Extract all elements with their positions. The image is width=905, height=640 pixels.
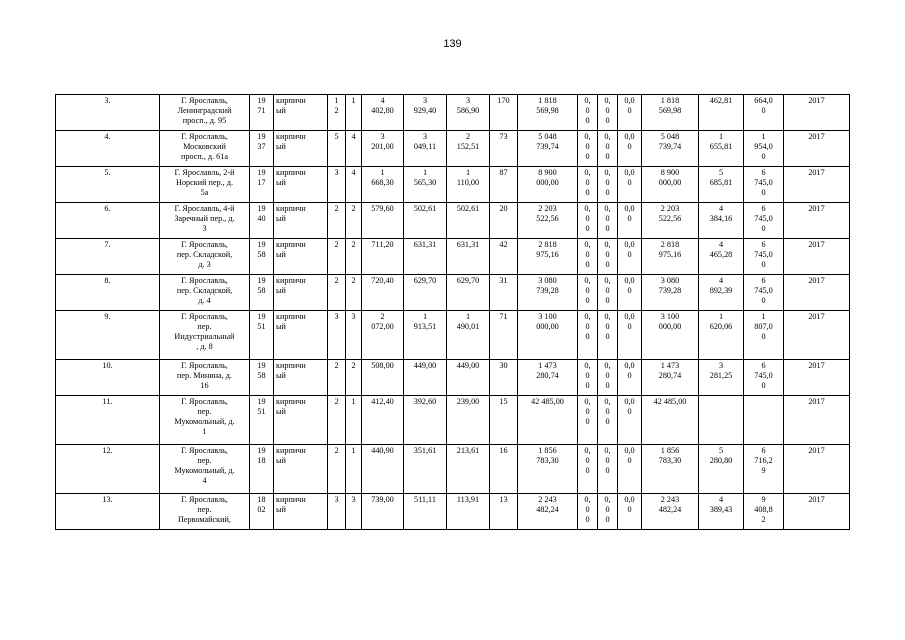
cost-per-m2-cell: 4 389,43 xyxy=(699,494,744,530)
wall-material-cell: кирпичн ый xyxy=(274,167,328,203)
total-area-cell: 579,60 xyxy=(362,203,404,239)
table-row xyxy=(56,494,850,530)
year-built-cell: 19 51 xyxy=(250,311,274,360)
planned-year-cell: 2017 xyxy=(784,95,850,131)
address-cell: Г. Ярославль, пер. Складской, д. 3 xyxy=(160,239,250,275)
table-row xyxy=(56,95,850,131)
total-cost-cell: 42 485,00 xyxy=(518,396,578,445)
address-cell: Г. Ярославль, пер. Индустриальный , д. 8 xyxy=(160,311,250,360)
fund-cell-3: 0,0 0 xyxy=(618,239,642,275)
entrances-cell: 2 xyxy=(346,275,362,311)
fund-cell-1: 0, 0 0 xyxy=(578,239,598,275)
cost-per-m2-cell: 5 280,80 xyxy=(699,445,744,494)
year-built-cell: 19 58 xyxy=(250,239,274,275)
planned-year-cell: 2017 xyxy=(784,203,850,239)
year-built-cell: 19 58 xyxy=(250,275,274,311)
wall-material-cell: кирпичн ый xyxy=(274,131,328,167)
wall-material-cell: кирпичн ый xyxy=(274,95,328,131)
row-number: 4. xyxy=(56,131,160,167)
year-built-cell: 19 71 xyxy=(250,95,274,131)
year-built-cell: 19 51 xyxy=(250,396,274,445)
living-area-cell: 511,11 xyxy=(404,494,447,530)
page-number: 139 xyxy=(443,38,462,50)
entrances-cell: 2 xyxy=(346,360,362,396)
floors-cell: 2 xyxy=(328,360,346,396)
fund-cell-1: 0, 0 0 xyxy=(578,203,598,239)
owners-cost-cell: 5 048 739,74 xyxy=(642,131,699,167)
private-area-cell: 449,00 xyxy=(447,360,490,396)
total-area-cell: 2 072,00 xyxy=(362,311,404,360)
max-cost-cell: 1 954,0 0 xyxy=(744,131,784,167)
total-cost-cell: 1 856 783,30 xyxy=(518,445,578,494)
year-built-cell: 18 02 xyxy=(250,494,274,530)
planned-year-cell: 2017 xyxy=(784,167,850,203)
fund-cell-2: 0, 0 0 xyxy=(598,203,618,239)
address-cell: Г. Ярославль, Ленинградский просп., д. 95 xyxy=(160,95,250,131)
total-cost-cell: 3 100 000,00 xyxy=(518,311,578,360)
wall-material-cell: кирпичн ый xyxy=(274,494,328,530)
fund-cell-3: 0,0 0 xyxy=(618,167,642,203)
address-cell: Г. Ярославль, 2-й Норский пер., д. 5а xyxy=(160,167,250,203)
planned-year-cell: 2017 xyxy=(784,494,850,530)
fund-cell-1: 0, 0 0 xyxy=(578,360,598,396)
living-area-cell: 1 565,30 xyxy=(404,167,447,203)
living-area-cell: 392,60 xyxy=(404,396,447,445)
fund-cell-3: 0,0 0 xyxy=(618,360,642,396)
floors-cell: 2 xyxy=(328,275,346,311)
owners-cost-cell: 1 473 280,74 xyxy=(642,360,699,396)
address-cell: Г. Ярославль, Московский просп., д. 61а xyxy=(160,131,250,167)
table-row xyxy=(56,396,850,445)
residents-cell: 170 xyxy=(490,95,518,131)
total-area-cell: 440,90 xyxy=(362,445,404,494)
owners-cost-cell: 3 100 000,00 xyxy=(642,311,699,360)
row-number: 5. xyxy=(56,167,160,203)
max-cost-cell: 1 807,0 0 xyxy=(744,311,784,360)
entrances-cell: 2 xyxy=(346,203,362,239)
total-area-cell: 1 668,30 xyxy=(362,167,404,203)
table-row xyxy=(56,311,850,360)
row-number: 8. xyxy=(56,275,160,311)
entrances-cell: 3 xyxy=(346,311,362,360)
fund-cell-3: 0,0 0 xyxy=(618,494,642,530)
row-number: 9. xyxy=(56,311,160,360)
max-cost-cell xyxy=(744,396,784,445)
fund-cell-2: 0, 0 0 xyxy=(598,275,618,311)
planned-year-cell: 2017 xyxy=(784,396,850,445)
year-built-cell: 19 17 xyxy=(250,167,274,203)
table-row xyxy=(56,445,850,494)
floors-cell: 5 xyxy=(328,131,346,167)
fund-cell-1: 0, 0 0 xyxy=(578,167,598,203)
fund-cell-3: 0,0 0 xyxy=(618,203,642,239)
fund-cell-2: 0, 0 0 xyxy=(598,239,618,275)
wall-material-cell: кирпичн ый xyxy=(274,360,328,396)
floors-cell: 1 2 xyxy=(328,95,346,131)
living-area-cell: 449,00 xyxy=(404,360,447,396)
address-cell: Г. Ярославль, пер. Мукомольный, д. 4 xyxy=(160,445,250,494)
row-number: 3. xyxy=(56,95,160,131)
total-cost-cell: 1 473 280,74 xyxy=(518,360,578,396)
table-body xyxy=(56,95,850,530)
residents-cell: 20 xyxy=(490,203,518,239)
fund-cell-1: 0, 0 0 xyxy=(578,445,598,494)
floors-cell: 3 xyxy=(328,167,346,203)
fund-cell-2: 0, 0 0 xyxy=(598,494,618,530)
table-row xyxy=(56,203,850,239)
fund-cell-3: 0,0 0 xyxy=(618,445,642,494)
max-cost-cell: 6 745,0 0 xyxy=(744,275,784,311)
address-cell: Г. Ярославль, пер. Мукомольный, д. 1 xyxy=(160,396,250,445)
private-area-cell: 629,70 xyxy=(447,275,490,311)
wall-material-cell: кирпичн ый xyxy=(274,311,328,360)
floors-cell: 2 xyxy=(328,203,346,239)
fund-cell-1: 0, 0 0 xyxy=(578,95,598,131)
entrances-cell: 4 xyxy=(346,131,362,167)
residents-cell: 15 xyxy=(490,396,518,445)
residents-cell: 71 xyxy=(490,311,518,360)
entrances-cell: 1 xyxy=(346,445,362,494)
address-cell: Г. Ярославль, 4-й Заречный пер., д. 3 xyxy=(160,203,250,239)
max-cost-cell: 6 745,0 0 xyxy=(744,239,784,275)
year-built-cell: 19 37 xyxy=(250,131,274,167)
floors-cell: 3 xyxy=(328,311,346,360)
max-cost-cell: 664,0 0 xyxy=(744,95,784,131)
planned-year-cell: 2017 xyxy=(784,311,850,360)
fund-cell-2: 0, 0 0 xyxy=(598,311,618,360)
owners-cost-cell: 1 856 783,30 xyxy=(642,445,699,494)
table-row xyxy=(56,131,850,167)
planned-year-cell: 2017 xyxy=(784,360,850,396)
fund-cell-1: 0, 0 0 xyxy=(578,131,598,167)
row-number: 12. xyxy=(56,445,160,494)
cost-per-m2-cell: 5 685,81 xyxy=(699,167,744,203)
address-cell: Г. Ярославль, пер. Первомайский, xyxy=(160,494,250,530)
cost-per-m2-cell: 1 620,06 xyxy=(699,311,744,360)
wall-material-cell: кирпичн ый xyxy=(274,275,328,311)
residents-cell: 87 xyxy=(490,167,518,203)
wall-material-cell: кирпичн ый xyxy=(274,203,328,239)
residents-cell: 31 xyxy=(490,275,518,311)
total-area-cell: 4 402,80 xyxy=(362,95,404,131)
total-area-cell: 508,00 xyxy=(362,360,404,396)
table-row xyxy=(56,275,850,311)
fund-cell-1: 0, 0 0 xyxy=(578,396,598,445)
fund-cell-2: 0, 0 0 xyxy=(598,95,618,131)
total-cost-cell: 2 203 522,56 xyxy=(518,203,578,239)
residents-cell: 30 xyxy=(490,360,518,396)
entrances-cell: 1 xyxy=(346,396,362,445)
cost-per-m2-cell: 4 384,16 xyxy=(699,203,744,239)
fund-cell-1: 0, 0 0 xyxy=(578,311,598,360)
private-area-cell: 2 152,51 xyxy=(447,131,490,167)
row-number: 10. xyxy=(56,360,160,396)
residents-cell: 42 xyxy=(490,239,518,275)
private-area-cell: 113,91 xyxy=(447,494,490,530)
private-area-cell: 213,61 xyxy=(447,445,490,494)
fund-cell-3: 0,0 0 xyxy=(618,396,642,445)
total-area-cell: 739,00 xyxy=(362,494,404,530)
cost-per-m2-cell: 462,81 xyxy=(699,95,744,131)
table-row xyxy=(56,167,850,203)
fund-cell-3: 0,0 0 xyxy=(618,95,642,131)
floors-cell: 2 xyxy=(328,445,346,494)
fund-cell-2: 0, 0 0 xyxy=(598,445,618,494)
fund-cell-1: 0, 0 0 xyxy=(578,494,598,530)
total-cost-cell: 8 900 000,00 xyxy=(518,167,578,203)
living-area-cell: 1 913,51 xyxy=(404,311,447,360)
wall-material-cell: кирпичн ый xyxy=(274,396,328,445)
max-cost-cell: 6 745,0 0 xyxy=(744,167,784,203)
owners-cost-cell: 1 818 569,98 xyxy=(642,95,699,131)
fund-cell-1: 0, 0 0 xyxy=(578,275,598,311)
owners-cost-cell: 8 900 000,00 xyxy=(642,167,699,203)
max-cost-cell: 6 716,2 9 xyxy=(744,445,784,494)
fund-cell-3: 0,0 0 xyxy=(618,131,642,167)
living-area-cell: 3 049,11 xyxy=(404,131,447,167)
fund-cell-3: 0,0 0 xyxy=(618,311,642,360)
floors-cell: 2 xyxy=(328,396,346,445)
max-cost-cell: 6 745,0 0 xyxy=(744,203,784,239)
floors-cell: 2 xyxy=(328,239,346,275)
fund-cell-2: 0, 0 0 xyxy=(598,131,618,167)
owners-cost-cell: 2 203 522,56 xyxy=(642,203,699,239)
cost-per-m2-cell: 4 892,39 xyxy=(699,275,744,311)
living-area-cell: 351,61 xyxy=(404,445,447,494)
living-area-cell: 502,61 xyxy=(404,203,447,239)
cost-per-m2-cell xyxy=(699,396,744,445)
living-area-cell: 629,70 xyxy=(404,275,447,311)
total-area-cell: 412,40 xyxy=(362,396,404,445)
residents-cell: 16 xyxy=(490,445,518,494)
year-built-cell: 19 58 xyxy=(250,360,274,396)
row-number: 6. xyxy=(56,203,160,239)
max-cost-cell: 6 745,0 0 xyxy=(744,360,784,396)
wall-material-cell: кирпичн ый xyxy=(274,239,328,275)
address-cell: Г. Ярославль, пер. Минина, д. 16 xyxy=(160,360,250,396)
fund-cell-2: 0, 0 0 xyxy=(598,167,618,203)
residents-cell: 13 xyxy=(490,494,518,530)
owners-cost-cell: 3 080 739,28 xyxy=(642,275,699,311)
residents-cell: 73 xyxy=(490,131,518,167)
total-cost-cell: 1 818 569,98 xyxy=(518,95,578,131)
owners-cost-cell: 2 818 975,16 xyxy=(642,239,699,275)
wall-material-cell: кирпичн ый xyxy=(274,445,328,494)
total-cost-cell: 5 048 739,74 xyxy=(518,131,578,167)
owners-cost-cell: 42 485,00 xyxy=(642,396,699,445)
cost-per-m2-cell: 1 655,81 xyxy=(699,131,744,167)
total-cost-cell: 2 243 482,24 xyxy=(518,494,578,530)
planned-year-cell: 2017 xyxy=(784,275,850,311)
living-area-cell: 631,31 xyxy=(404,239,447,275)
private-area-cell: 1 490,01 xyxy=(447,311,490,360)
private-area-cell: 3 586,90 xyxy=(447,95,490,131)
total-area-cell: 720,40 xyxy=(362,275,404,311)
fund-cell-2: 0, 0 0 xyxy=(598,396,618,445)
planned-year-cell: 2017 xyxy=(784,131,850,167)
cost-per-m2-cell: 3 281,25 xyxy=(699,360,744,396)
private-area-cell: 502,61 xyxy=(447,203,490,239)
private-area-cell: 631,31 xyxy=(447,239,490,275)
year-built-cell: 19 40 xyxy=(250,203,274,239)
entrances-cell: 1 xyxy=(346,95,362,131)
table-row xyxy=(56,239,850,275)
year-built-cell: 19 18 xyxy=(250,445,274,494)
entrances-cell: 3 xyxy=(346,494,362,530)
fund-cell-3: 0,0 0 xyxy=(618,275,642,311)
row-number: 7. xyxy=(56,239,160,275)
cost-per-m2-cell: 4 465,28 xyxy=(699,239,744,275)
floors-cell: 3 xyxy=(328,494,346,530)
row-number: 13. xyxy=(56,494,160,530)
total-area-cell: 3 201,00 xyxy=(362,131,404,167)
fund-cell-2: 0, 0 0 xyxy=(598,360,618,396)
private-area-cell: 239,00 xyxy=(447,396,490,445)
living-area-cell: 3 929,40 xyxy=(404,95,447,131)
table-row xyxy=(56,360,850,396)
max-cost-cell: 9 408,8 2 xyxy=(744,494,784,530)
total-area-cell: 711,20 xyxy=(362,239,404,275)
entrances-cell: 2 xyxy=(346,239,362,275)
total-cost-cell: 3 080 739,28 xyxy=(518,275,578,311)
address-cell: Г. Ярославль, пер. Складской, д. 4 xyxy=(160,275,250,311)
entrances-cell: 4 xyxy=(346,167,362,203)
owners-cost-cell: 2 243 482,24 xyxy=(642,494,699,530)
total-cost-cell: 2 818 975,16 xyxy=(518,239,578,275)
row-number: 11. xyxy=(56,396,160,445)
planned-year-cell: 2017 xyxy=(784,445,850,494)
housing-registry-table xyxy=(55,94,850,530)
planned-year-cell: 2017 xyxy=(784,239,850,275)
private-area-cell: 1 110,00 xyxy=(447,167,490,203)
